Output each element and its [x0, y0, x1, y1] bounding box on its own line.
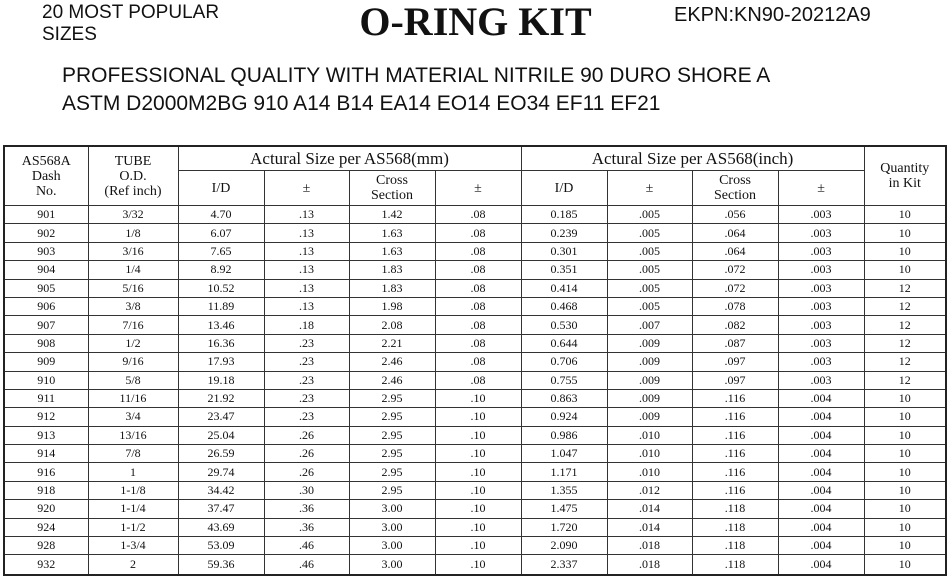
cell-dash-no: 916	[4, 463, 88, 481]
cell-tube-od: 1-1/4	[88, 500, 178, 518]
material-description	[62, 62, 942, 118]
cell-mm-id: 25.04	[178, 426, 264, 444]
cell-mm-cross-section: 3.00	[349, 555, 435, 576]
header-dash-line1: AS568A	[21, 153, 71, 169]
cell-inch-id: 0.863	[521, 389, 607, 407]
cell-mm-id: 10.52	[178, 279, 264, 297]
header-group-mm: Actural Size per AS568(mm)	[178, 146, 521, 171]
cell-dash-no: 906	[4, 297, 88, 315]
cell-mm-id: 53.09	[178, 537, 264, 555]
cell-tube-od: 1-3/4	[88, 537, 178, 555]
cell-quantity: 10	[864, 261, 946, 279]
cell-inch-cross-section: .116	[692, 463, 778, 481]
cell-mm-id-tolerance: .30	[264, 481, 349, 499]
cell-inch-cs-tolerance: .003	[778, 353, 864, 371]
cell-mm-cs-tolerance: .10	[435, 555, 521, 576]
cell-dash-no: 904	[4, 261, 88, 279]
cell-dash-no: 903	[4, 242, 88, 260]
cell-mm-cs-tolerance: .08	[435, 224, 521, 242]
cell-inch-id-tolerance: .005	[607, 224, 692, 242]
cell-dash-no: 902	[4, 224, 88, 242]
cell-mm-cross-section: 3.00	[349, 518, 435, 536]
cell-inch-id-tolerance: .007	[607, 316, 692, 334]
cell-inch-cs-tolerance: .004	[778, 426, 864, 444]
cell-inch-cs-tolerance: .003	[778, 242, 864, 260]
cell-mm-cs-tolerance: .10	[435, 463, 521, 481]
cell-tube-od: 7/8	[88, 445, 178, 463]
cell-mm-cs-tolerance: .08	[435, 242, 521, 260]
cell-inch-id-tolerance: .010	[607, 463, 692, 481]
cell-inch-cross-section: .064	[692, 224, 778, 242]
cell-mm-cross-section: 2.95	[349, 389, 435, 407]
cell-inch-id-tolerance: .010	[607, 445, 692, 463]
cell-mm-id-tolerance: .26	[264, 426, 349, 444]
cell-dash-no: 907	[4, 316, 88, 334]
cell-quantity: 10	[864, 242, 946, 260]
cell-mm-id: 17.93	[178, 353, 264, 371]
cell-mm-cross-section: 2.21	[349, 334, 435, 352]
cell-mm-id: 8.92	[178, 261, 264, 279]
cell-inch-id: 0.351	[521, 261, 607, 279]
cell-mm-cross-section: 1.63	[349, 224, 435, 242]
header-inch-cross-line2: Section	[714, 188, 757, 203]
cell-mm-cs-tolerance: .08	[435, 297, 521, 315]
cell-mm-id: 43.69	[178, 518, 264, 536]
cell-dash-no: 918	[4, 481, 88, 499]
table-row	[4, 334, 946, 352]
cell-inch-cs-tolerance: .004	[778, 500, 864, 518]
table-row	[4, 353, 946, 371]
cell-tube-od: 3/16	[88, 242, 178, 260]
table-row	[4, 445, 946, 463]
cell-inch-cross-section: .097	[692, 353, 778, 371]
cell-mm-id: 7.65	[178, 242, 264, 260]
header-mm-cross-section	[349, 171, 435, 206]
cell-inch-id: 0.468	[521, 297, 607, 315]
cell-dash-no: 920	[4, 500, 88, 518]
header-dash-line3: No.	[35, 183, 57, 199]
description-line2: ASTM D2000M2BG 910 A14 B14 EA14 EO14 EO34 EF11 EF21	[62, 92, 661, 115]
cell-mm-id: 13.46	[178, 316, 264, 334]
cell-inch-id-tolerance: .009	[607, 371, 692, 389]
table-row	[4, 481, 946, 499]
cell-dash-no: 901	[4, 206, 88, 224]
cell-inch-id-tolerance: .005	[607, 242, 692, 260]
cell-quantity: 12	[864, 371, 946, 389]
cell-mm-id: 11.89	[178, 297, 264, 315]
cell-inch-cross-section: .118	[692, 500, 778, 518]
table-row	[4, 500, 946, 518]
cell-mm-cross-section: 1.98	[349, 297, 435, 315]
cell-inch-cross-section: .082	[692, 316, 778, 334]
cell-inch-id-tolerance: .009	[607, 334, 692, 352]
cell-quantity: 10	[864, 500, 946, 518]
cell-quantity: 10	[864, 206, 946, 224]
cell-mm-id-tolerance: .18	[264, 316, 349, 334]
header-inch-id-tolerance: ±	[607, 171, 692, 206]
cell-inch-id: 0.301	[521, 242, 607, 260]
table-body	[4, 206, 946, 576]
cell-mm-cross-section: 2.46	[349, 353, 435, 371]
cell-inch-cross-section: .116	[692, 426, 778, 444]
header-mm-cross-line2: Section	[371, 188, 413, 203]
cell-inch-id: 0.986	[521, 426, 607, 444]
cell-inch-cross-section: .116	[692, 408, 778, 426]
cell-tube-od: 11/16	[88, 389, 178, 407]
cell-dash-no: 908	[4, 334, 88, 352]
cell-tube-od: 5/16	[88, 279, 178, 297]
cell-mm-cross-section: 2.46	[349, 371, 435, 389]
header-mm-cs-tolerance: ±	[435, 171, 521, 206]
table-row	[4, 371, 946, 389]
cell-quantity: 12	[864, 316, 946, 334]
cell-inch-id: 2.090	[521, 537, 607, 555]
cell-inch-cross-section: .087	[692, 334, 778, 352]
cell-dash-no: 905	[4, 279, 88, 297]
cell-inch-id-tolerance: .009	[607, 408, 692, 426]
cell-inch-id-tolerance: .005	[607, 261, 692, 279]
cell-quantity: 10	[864, 518, 946, 536]
table-row	[4, 261, 946, 279]
cell-inch-id-tolerance: .005	[607, 297, 692, 315]
cell-mm-cross-section: 2.95	[349, 463, 435, 481]
table-row	[4, 279, 946, 297]
oring-size-table	[3, 145, 947, 576]
cell-dash-no: 913	[4, 426, 88, 444]
table-row	[4, 537, 946, 555]
header-tube-line2: O.D.	[119, 168, 147, 184]
cell-mm-id-tolerance: .13	[264, 297, 349, 315]
cell-inch-id-tolerance: .018	[607, 537, 692, 555]
cell-tube-od: 1-1/2	[88, 518, 178, 536]
cell-inch-cs-tolerance: .003	[778, 371, 864, 389]
cell-dash-no: 909	[4, 353, 88, 371]
cell-mm-cs-tolerance: .10	[435, 445, 521, 463]
cell-mm-id-tolerance: .36	[264, 518, 349, 536]
cell-inch-cs-tolerance: .004	[778, 518, 864, 536]
cell-inch-cs-tolerance: .004	[778, 408, 864, 426]
header-quantity-line2: in Kit	[888, 176, 921, 191]
cell-tube-od: 1	[88, 463, 178, 481]
cell-inch-id: 1.355	[521, 481, 607, 499]
cell-dash-no: 914	[4, 445, 88, 463]
cell-inch-id: 0.239	[521, 224, 607, 242]
header-tube-line3: (Ref inch)	[104, 183, 162, 199]
cell-quantity: 10	[864, 463, 946, 481]
header-mm-cross-line1: Cross	[376, 173, 408, 188]
cell-mm-id: 34.42	[178, 481, 264, 499]
cell-mm-cross-section: 2.95	[349, 481, 435, 499]
cell-dash-no: 932	[4, 555, 88, 576]
cell-quantity: 10	[864, 389, 946, 407]
cell-quantity: 10	[864, 537, 946, 555]
cell-dash-no: 928	[4, 537, 88, 555]
cell-inch-id-tolerance: .010	[607, 426, 692, 444]
cell-quantity: 10	[864, 426, 946, 444]
part-number: EKPN:KN90-20212A9	[674, 4, 871, 26]
cell-quantity: 10	[864, 555, 946, 576]
table-row	[4, 389, 946, 407]
header-tube-od	[88, 146, 178, 206]
cell-mm-cs-tolerance: .10	[435, 481, 521, 499]
table-row	[4, 463, 946, 481]
page-title: O-RING KIT	[359, 0, 592, 44]
header-tube-line1: TUBE	[114, 153, 152, 169]
cell-mm-id-tolerance: .26	[264, 445, 349, 463]
cell-inch-id-tolerance: .014	[607, 500, 692, 518]
cell-mm-cross-section: 2.95	[349, 445, 435, 463]
cell-mm-id-tolerance: .13	[264, 279, 349, 297]
cell-tube-od: 1-1/8	[88, 481, 178, 499]
header-quantity	[864, 146, 946, 206]
cell-mm-id-tolerance: .36	[264, 500, 349, 518]
table-row	[4, 518, 946, 536]
cell-inch-cross-section: .118	[692, 537, 778, 555]
cell-tube-od: 9/16	[88, 353, 178, 371]
cell-tube-od: 3/32	[88, 206, 178, 224]
cell-mm-cs-tolerance: .10	[435, 408, 521, 426]
cell-inch-cross-section: .056	[692, 206, 778, 224]
cell-mm-id: 26.59	[178, 445, 264, 463]
header-dash-no	[4, 146, 88, 206]
cell-quantity: 10	[864, 481, 946, 499]
table-row	[4, 316, 946, 334]
cell-quantity: 10	[864, 445, 946, 463]
cell-inch-id: 0.414	[521, 279, 607, 297]
cell-mm-cs-tolerance: .10	[435, 426, 521, 444]
cell-mm-cs-tolerance: .10	[435, 537, 521, 555]
cell-quantity: 12	[864, 279, 946, 297]
cell-inch-id: 0.924	[521, 408, 607, 426]
cell-inch-cross-section: .064	[692, 242, 778, 260]
cell-mm-id-tolerance: .13	[264, 242, 349, 260]
kit-subtitle-line2: SIZES	[42, 24, 97, 45]
cell-inch-cross-section: .116	[692, 389, 778, 407]
cell-mm-cs-tolerance: .08	[435, 279, 521, 297]
cell-quantity: 12	[864, 334, 946, 352]
cell-inch-id: 0.530	[521, 316, 607, 334]
cell-inch-cs-tolerance: .004	[778, 481, 864, 499]
table-row	[4, 297, 946, 315]
cell-dash-no: 911	[4, 389, 88, 407]
cell-inch-cross-section: .116	[692, 445, 778, 463]
table-row	[4, 224, 946, 242]
cell-mm-id: 19.18	[178, 371, 264, 389]
cell-inch-cs-tolerance: .003	[778, 297, 864, 315]
cell-inch-id-tolerance: .018	[607, 555, 692, 576]
cell-dash-no: 910	[4, 371, 88, 389]
cell-inch-id: 0.706	[521, 353, 607, 371]
cell-mm-cross-section: 2.95	[349, 408, 435, 426]
cell-mm-cross-section: 2.95	[349, 426, 435, 444]
cell-tube-od: 1/4	[88, 261, 178, 279]
kit-subtitle-line1: 20 MOST POPULAR	[42, 2, 220, 23]
cell-mm-id: 21.92	[178, 389, 264, 407]
header-quantity-line1: Quantity	[880, 161, 930, 176]
cell-mm-id-tolerance: .46	[264, 537, 349, 555]
cell-mm-cross-section: 1.83	[349, 279, 435, 297]
cell-inch-id-tolerance: .005	[607, 279, 692, 297]
table-row	[4, 408, 946, 426]
cell-dash-no: 912	[4, 408, 88, 426]
cell-inch-cs-tolerance: .003	[778, 261, 864, 279]
cell-inch-cross-section: .118	[692, 555, 778, 576]
cell-quantity: 10	[864, 408, 946, 426]
cell-quantity: 12	[864, 297, 946, 315]
header-inch-cs-tolerance: ±	[778, 171, 864, 206]
cell-dash-no: 924	[4, 518, 88, 536]
cell-inch-cross-section: .078	[692, 297, 778, 315]
cell-mm-id-tolerance: .23	[264, 389, 349, 407]
cell-inch-cs-tolerance: .003	[778, 316, 864, 334]
cell-mm-id: 23.47	[178, 408, 264, 426]
cell-inch-cs-tolerance: .003	[778, 279, 864, 297]
cell-mm-id: 4.70	[178, 206, 264, 224]
cell-inch-id-tolerance: .005	[607, 206, 692, 224]
cell-inch-cross-section: .072	[692, 279, 778, 297]
header-mm-id-tolerance: ±	[264, 171, 349, 206]
table-row	[4, 426, 946, 444]
cell-mm-id-tolerance: .23	[264, 371, 349, 389]
cell-inch-id: 1.720	[521, 518, 607, 536]
cell-mm-id-tolerance: .26	[264, 463, 349, 481]
header-dash-line2: Dash	[31, 168, 61, 184]
cell-inch-id: 0.644	[521, 334, 607, 352]
cell-quantity: 12	[864, 353, 946, 371]
cell-mm-cross-section: 1.42	[349, 206, 435, 224]
cell-tube-od: 7/16	[88, 316, 178, 334]
cell-mm-cs-tolerance: .08	[435, 316, 521, 334]
cell-inch-id: 0.185	[521, 206, 607, 224]
cell-mm-id: 37.47	[178, 500, 264, 518]
cell-inch-id-tolerance: .012	[607, 481, 692, 499]
header-inch-cross-section	[692, 171, 778, 206]
cell-mm-id-tolerance: .46	[264, 555, 349, 576]
cell-inch-cs-tolerance: .003	[778, 224, 864, 242]
cell-tube-od: 1/8	[88, 224, 178, 242]
cell-mm-cross-section: 3.00	[349, 500, 435, 518]
cell-mm-cs-tolerance: .08	[435, 353, 521, 371]
cell-mm-id-tolerance: .13	[264, 261, 349, 279]
cell-inch-id-tolerance: .014	[607, 518, 692, 536]
cell-inch-id: 2.337	[521, 555, 607, 576]
cell-tube-od: 3/4	[88, 408, 178, 426]
cell-inch-cross-section: .116	[692, 481, 778, 499]
cell-inch-id-tolerance: .009	[607, 353, 692, 371]
cell-inch-cs-tolerance: .004	[778, 463, 864, 481]
table-row	[4, 555, 946, 576]
cell-tube-od: 2	[88, 555, 178, 576]
cell-mm-id-tolerance: .13	[264, 206, 349, 224]
table-row	[4, 242, 946, 260]
cell-mm-id-tolerance: .13	[264, 224, 349, 242]
cell-inch-id-tolerance: .009	[607, 389, 692, 407]
cell-mm-cs-tolerance: .08	[435, 261, 521, 279]
cell-tube-od: 5/8	[88, 371, 178, 389]
cell-inch-cs-tolerance: .003	[778, 206, 864, 224]
cell-inch-cross-section: .097	[692, 371, 778, 389]
cell-inch-id: 1.047	[521, 445, 607, 463]
cell-inch-cs-tolerance: .004	[778, 389, 864, 407]
cell-mm-id: 59.36	[178, 555, 264, 576]
header-group-inch: Actural Size per AS568(inch)	[521, 146, 864, 171]
cell-quantity: 10	[864, 224, 946, 242]
header-inch-id: I/D	[521, 171, 607, 206]
cell-mm-id: 16.36	[178, 334, 264, 352]
cell-tube-od: 13/16	[88, 426, 178, 444]
cell-mm-cs-tolerance: .08	[435, 334, 521, 352]
cell-mm-cs-tolerance: .10	[435, 518, 521, 536]
cell-inch-id: 1.171	[521, 463, 607, 481]
cell-mm-id: 6.07	[178, 224, 264, 242]
cell-inch-cs-tolerance: .004	[778, 537, 864, 555]
cell-inch-id: 0.755	[521, 371, 607, 389]
cell-tube-od: 1/2	[88, 334, 178, 352]
cell-inch-cross-section: .072	[692, 261, 778, 279]
cell-mm-cs-tolerance: .10	[435, 389, 521, 407]
cell-inch-cs-tolerance: .003	[778, 334, 864, 352]
cell-mm-cross-section: 3.00	[349, 537, 435, 555]
cell-inch-cs-tolerance: .004	[778, 445, 864, 463]
description-line1: PROFESSIONAL QUALITY WITH MATERIAL NITRILE 90 DURO SHORE A	[62, 64, 771, 87]
cell-mm-cross-section: 1.63	[349, 242, 435, 260]
table-row	[4, 206, 946, 224]
cell-mm-id-tolerance: .23	[264, 353, 349, 371]
cell-mm-cross-section: 2.08	[349, 316, 435, 334]
cell-inch-cross-section: .118	[692, 518, 778, 536]
cell-inch-id: 1.475	[521, 500, 607, 518]
cell-inch-cs-tolerance: .004	[778, 555, 864, 576]
cell-mm-id-tolerance: .23	[264, 334, 349, 352]
cell-tube-od: 3/8	[88, 297, 178, 315]
cell-mm-cs-tolerance: .08	[435, 371, 521, 389]
cell-mm-cs-tolerance: .10	[435, 500, 521, 518]
cell-mm-id-tolerance: .23	[264, 408, 349, 426]
header-mm-id: I/D	[178, 171, 264, 206]
cell-mm-id: 29.74	[178, 463, 264, 481]
header-inch-cross-line1: Cross	[719, 173, 751, 188]
cell-mm-cs-tolerance: .08	[435, 206, 521, 224]
cell-mm-cross-section: 1.83	[349, 261, 435, 279]
